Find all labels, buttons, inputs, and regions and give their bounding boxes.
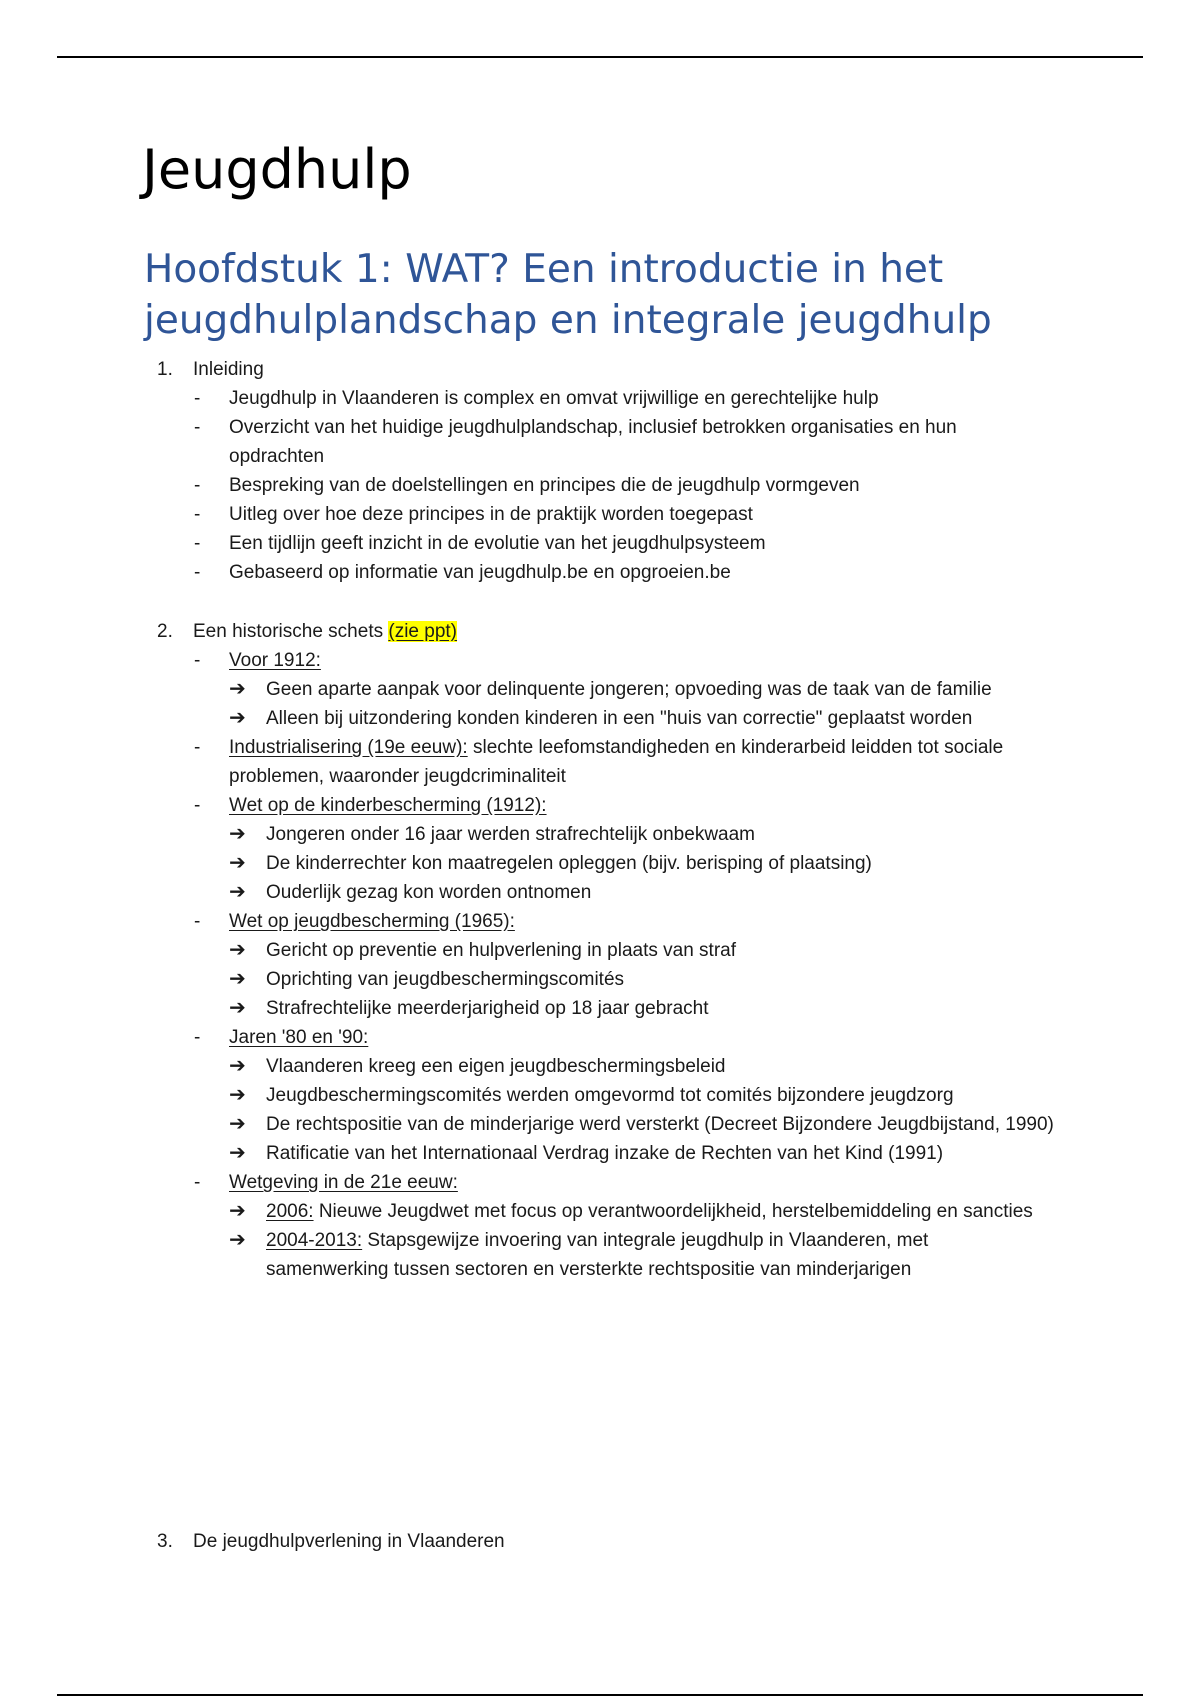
dash-marker: -: [194, 1027, 201, 1048]
arrow-item-text: Nieuwe Jeugdwet met focus op verantwoordelijkheid, herstelbemiddeling en sancties: [313, 1201, 1033, 1222]
arrow-icon: ➔: [229, 678, 246, 700]
period-label: Wet op jeugdbescherming (1965):: [229, 911, 515, 932]
section-number: 1.: [157, 359, 173, 380]
arrow-icon: ➔: [229, 1084, 246, 1106]
arrow-item: [0, 994, 1200, 1023]
arrow-item: [0, 878, 1200, 907]
arrow-item: [0, 1197, 1200, 1226]
arrow-item: [0, 1139, 1200, 1168]
arrow-item: [0, 820, 1200, 849]
arrow-icon: ➔: [229, 1200, 246, 1222]
arrow-item: [0, 675, 1200, 704]
arrow-item-text: Geen aparte aanpak voor delinquente jongeren; opvoeding was de taak van de familie: [266, 679, 992, 700]
dash-marker: -: [194, 562, 201, 583]
period-label: Voor 1912:: [229, 650, 321, 671]
list-item-text: Bespreking van de doelstellingen en principes die de jeugdhulp vormgeven: [229, 475, 860, 496]
arrow-icon: ➔: [229, 823, 246, 845]
arrow-item-text: Vlaanderen kreeg een eigen jeugdbeschermingsbeleid: [266, 1056, 726, 1077]
list-item: [0, 471, 1200, 500]
list-item-text: Gebaseerd op informatie van jeugdhulp.be en opgroeien.be: [229, 562, 731, 583]
dash-marker: -: [194, 737, 201, 758]
dash-marker: -: [194, 795, 201, 816]
arrow-icon: ➔: [229, 997, 246, 1019]
period-item: [0, 646, 1200, 675]
period-label: Wet op de kinderbescherming (1912):: [229, 795, 547, 816]
dash-marker: -: [194, 650, 201, 671]
arrow-item: [0, 965, 1200, 994]
arrow-item-text: Strafrechtelijke meerderjarigheid op 18 jaar gebracht: [266, 998, 709, 1019]
arrow-item-text: De kinderrechter kon maatregelen opleggen (bijv. berisping of plaatsing): [266, 853, 872, 874]
arrow-icon: ➔: [229, 968, 246, 990]
year-label: 2006:: [266, 1201, 314, 1222]
section-heading-row: [0, 1527, 1200, 1556]
period-item: [0, 1023, 1200, 1052]
arrow-icon: ➔: [229, 1113, 246, 1135]
arrow-item: [0, 1110, 1200, 1139]
section-heading: De jeugdhulpverlening in Vlaanderen: [193, 1531, 505, 1552]
top-rule: [57, 56, 1143, 58]
list-item: [0, 558, 1200, 587]
list-item: [0, 500, 1200, 529]
arrow-item-text: Jeugdbeschermingscomités werden omgevormd tot comités bijzondere jeugdzorg: [266, 1085, 954, 1106]
dash-marker: -: [194, 533, 201, 554]
period-label: Jaren '80 en '90:: [229, 1027, 369, 1048]
dash-marker: -: [194, 417, 201, 438]
section-heading-row: [0, 355, 1200, 384]
section-number: 3.: [157, 1531, 173, 1552]
period-item: [0, 1168, 1200, 1197]
arrow-icon: ➔: [229, 852, 246, 874]
dash-marker: -: [194, 388, 201, 409]
period-item: [0, 791, 1200, 820]
year-label: 2004-2013:: [266, 1230, 363, 1251]
section-inleiding: [0, 355, 1200, 587]
bottom-rule: [57, 1694, 1143, 1696]
arrow-item-text: Stapsgewijze invoering van integrale jeugdhulp in Vlaanderen, met samenwerking tussen sectoren en versterkte rechtspositie van minderjarigen: [266, 1230, 929, 1280]
highlighted-note: (zie ppt): [388, 621, 458, 642]
arrow-icon: ➔: [229, 939, 246, 961]
arrow-item: [0, 936, 1200, 965]
arrow-item-text: De rechtspositie van de minderjarige werd versterkt (Decreet Bijzondere Jeugdbijstand, 1990): [266, 1114, 1054, 1135]
arrow-icon: ➔: [229, 1229, 246, 1251]
arrow-icon: ➔: [229, 707, 246, 729]
arrow-item: [0, 849, 1200, 878]
dash-marker: -: [194, 1172, 201, 1193]
arrow-item-text: Jongeren onder 16 jaar werden strafrechtelijk onbekwaam: [266, 824, 755, 845]
list-item: [0, 529, 1200, 558]
arrow-item-text: Ratificatie van het Internationaal Verdrag inzake de Rechten van het Kind (1991): [266, 1143, 944, 1164]
list-item-text: Overzicht van het huidige jeugdhulplandschap, inclusief betrokken organisaties en hun opdrachten: [229, 417, 957, 467]
section-heading: Een historische schets: [193, 621, 384, 642]
list-item: [0, 413, 1200, 471]
arrow-item: [0, 1081, 1200, 1110]
arrow-icon: ➔: [229, 1142, 246, 1164]
dash-marker: -: [194, 504, 201, 525]
arrow-item: [0, 704, 1200, 733]
section-heading-row: [0, 617, 1200, 646]
arrow-item-text: Ouderlijk gezag kon worden ontnomen: [266, 882, 592, 903]
period-item: [0, 733, 1200, 791]
section-heading: Inleiding: [193, 359, 264, 380]
period-label: Industrialisering (19e eeuw):: [229, 737, 468, 758]
arrow-item-text: Oprichting van jeugdbeschermingscomités: [266, 969, 625, 990]
arrow-item-text: Gericht op preventie en hulpverlening in plaats van straf: [266, 940, 736, 961]
period-item: [0, 907, 1200, 936]
dash-marker: -: [194, 911, 201, 932]
arrow-item: [0, 1052, 1200, 1081]
section-jeugdhulpverlening: [0, 1527, 1200, 1556]
period-label: Wetgeving in de 21e eeuw:: [229, 1172, 458, 1193]
arrow-icon: ➔: [229, 881, 246, 903]
chapter-heading: Hoofdstuk 1: WAT? Een introductie in het jeugdhulplandschap en integrale jeugdhulp: [144, 247, 992, 343]
list-item: [0, 384, 1200, 413]
section-historische-schets: [0, 617, 1200, 1284]
document-title: Jeugdhulp: [142, 138, 412, 201]
arrow-item: [0, 1226, 1200, 1284]
section-number: 2.: [157, 621, 173, 642]
arrow-icon: ➔: [229, 1055, 246, 1077]
list-item-text: Uitleg over hoe deze principes in de praktijk worden toegepast: [229, 504, 753, 525]
list-item-text: Jeugdhulp in Vlaanderen is complex en omvat vrijwillige en gerechtelijke hulp: [229, 388, 879, 409]
arrow-item-text: Alleen bij uitzondering konden kinderen in een "huis van correctie" geplaatst worden: [266, 708, 973, 729]
list-item-text: Een tijdlijn geeft inzicht in de evolutie van het jeugdhulpsysteem: [229, 533, 766, 554]
dash-marker: -: [194, 475, 201, 496]
period-description: slechte leefomstandigheden en kinderarbeid leidden tot sociale problemen, waaronder jeugdcriminaliteit: [229, 737, 1004, 787]
